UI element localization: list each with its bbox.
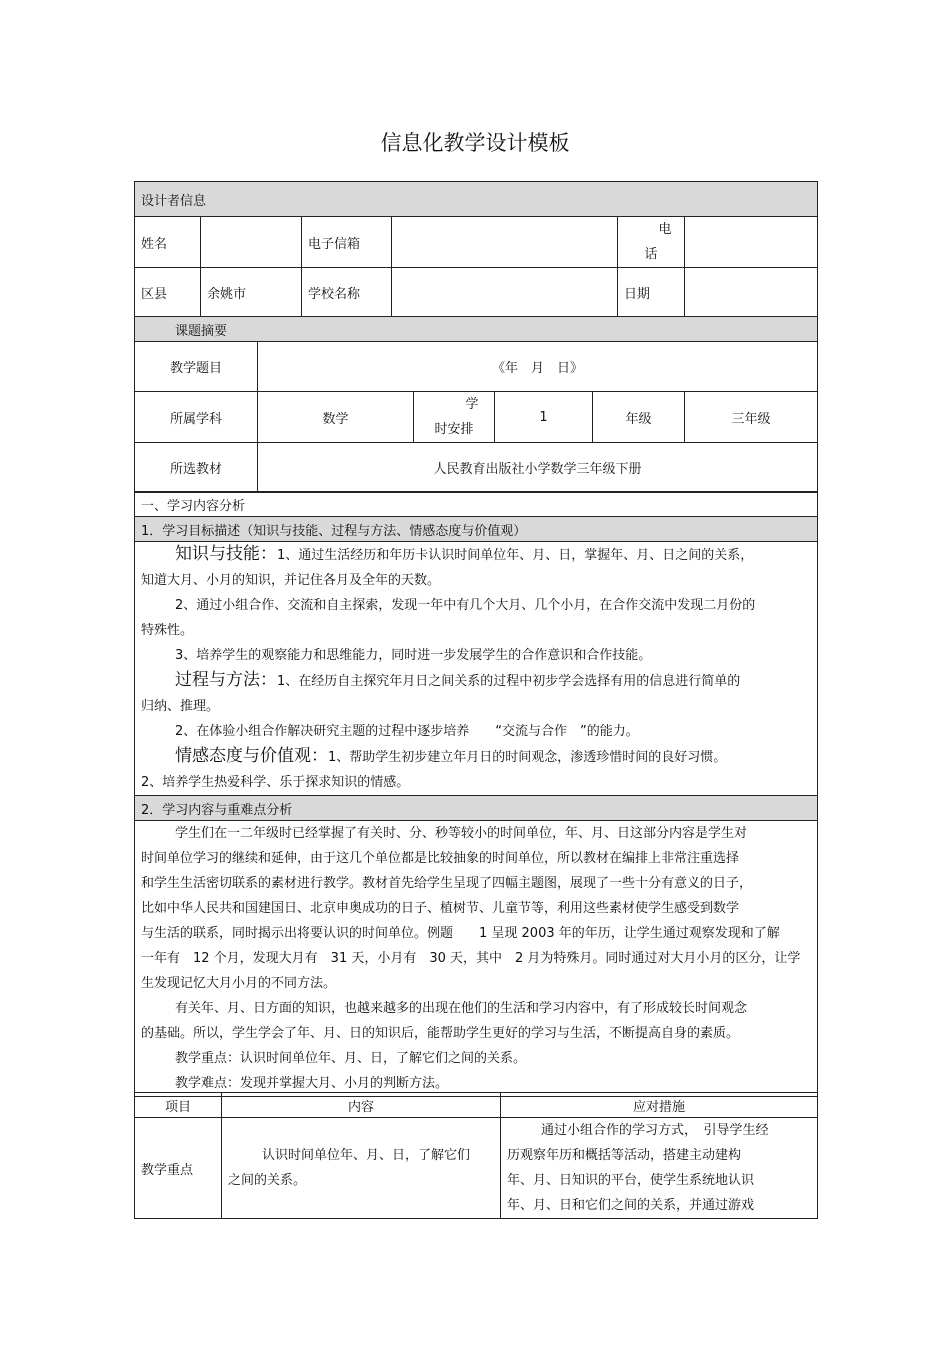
phone-label: 电 话 [618, 217, 685, 268]
grade-value[interactable]: 三年级 [685, 392, 818, 443]
content-title: 2．学习内容与重难点分析 [135, 796, 818, 821]
header-item: 项目 [135, 1093, 222, 1118]
textbook-value[interactable]: 人民教育出版社小学数学三年级下册 [258, 443, 818, 493]
emotion-heading: 情感态度与价值观： [175, 746, 328, 766]
header-measures: 应对措施 [501, 1093, 818, 1118]
focus-measures: 通过小组合作的学习方式， 引导学生经 历观察年历和概括等活动，搭建主动建构 年、月、日知识的平台，使学生系统地认识 年、月、日和它们之间的关系，并通过游戏 [501, 1118, 818, 1219]
goal-description: 知识与技能：1、通过生活经历和年历卡认识时间单位年、月、日，掌握年、月、日之间的关系， 知道大月、小月的知识，并记住各月及全年的天数。 2、通过小组合作、交流和自主探索，发现一年中有几个大月、几个小月，在合作交流中发现二月份的 特殊性。 3、培养学生的观察能力和思维能力，同时进一步发展学生的合作意识和合作技能。 过程与方法：1、在经历自主探究年月日之间关系的过程中初步学会选择有用的信息进行简单的 归纳、推理。 2、在体验小组合作解决研究主题的过程中逐步培养 “交流与合作 ”的能力。 情感态度与价值观：1、帮助学生初步建立年月日的时间观念，渗透珍惜时间的良好习惯。 2、培养学生热爱科学、乐于探求知识的情感。 [135, 542, 818, 796]
name-label: 姓名 [135, 217, 201, 268]
date-value[interactable] [685, 268, 818, 318]
topic-label: 教学题目 [135, 342, 258, 392]
date-label: 日期 [618, 268, 685, 318]
district-value[interactable]: 余姚市 [201, 268, 302, 318]
topic-value[interactable]: 《年 月 日》 [258, 342, 818, 392]
analysis-table [134, 491, 818, 1097]
subject-value[interactable]: 数学 [258, 392, 414, 443]
focus-row-label: 教学重点 [135, 1118, 222, 1219]
header-content: 内容 [222, 1093, 501, 1118]
knowledge-heading: 知识与技能： [175, 544, 277, 564]
hours-value[interactable]: 1 [495, 392, 593, 443]
grade-label: 年级 [593, 392, 685, 443]
district-label: 区县 [135, 268, 201, 318]
process-heading: 过程与方法： [175, 670, 277, 690]
hours-label: 学 时安排 [414, 392, 495, 443]
textbook-label: 所选教材 [135, 443, 258, 493]
phone-value[interactable] [685, 217, 818, 268]
summary-header: 课题摘要 [135, 317, 818, 342]
email-value[interactable] [392, 217, 618, 268]
summary-table [134, 316, 818, 493]
goal-title: 1．学习目标描述（知识与技能、过程与方法、情感态度与价值观） [135, 517, 818, 542]
designer-info-table [134, 181, 818, 318]
school-label: 学校名称 [302, 268, 392, 318]
email-label: 电子信箱 [302, 217, 392, 268]
page-title: 信息化教学设计模板 [380, 131, 570, 155]
focus-content: 认识时间单位年、月、日，了解它们 之间的关系。 [222, 1118, 501, 1219]
subject-label: 所属学科 [135, 392, 258, 443]
section-title-content-analysis: 一、学习内容分析 [135, 492, 818, 517]
designer-info-header: 设计者信息 [135, 182, 818, 217]
name-value[interactable] [201, 217, 302, 268]
focus-table [134, 1092, 818, 1219]
school-value[interactable] [392, 268, 618, 318]
content-analysis: 学生们在一二年级时已经掌握了有关时、分、秒等较小的时间单位，年、月、日这部分内容是学生对 时间单位学习的继续和延伸，由于这几个单位都是比较抽象的时间单位，所以教材在编排上非常注重选择 和学生生活密切联系的素材进行教学。教材首先给学生呈现了四幅主题图，展现了一些十分有意义的日子， 比如中华人民共和国建国日、北京申奥成功的日子、植树节、儿童节等，利用这些素材使学生感受到数学 与生活的联系，同时揭示出将要认识的时间单位。例题 1 呈现 2003 年的年历，让学生通过观察发现和了解 一年有 12 个月，发现大月有 31 天，小月有 30 天，其中 2 月为特殊月。同时通过对大月小月的区分，让学 生发现记忆大月小月的不同方法。 有关年、月、日方面的知识，也越来越多的出现在他们的生活和学习内容中，有了形成较长时间观念 的基础。所以，学生学会了年、月、日的知识后，能帮助学生更好的学习与生活，不断提高自身的素质。 教学重点：认识时间单位年、月、日，了解它们之间的关系。 教学难点：发现并掌握大月、小月的判断方法。 [135, 821, 818, 1097]
